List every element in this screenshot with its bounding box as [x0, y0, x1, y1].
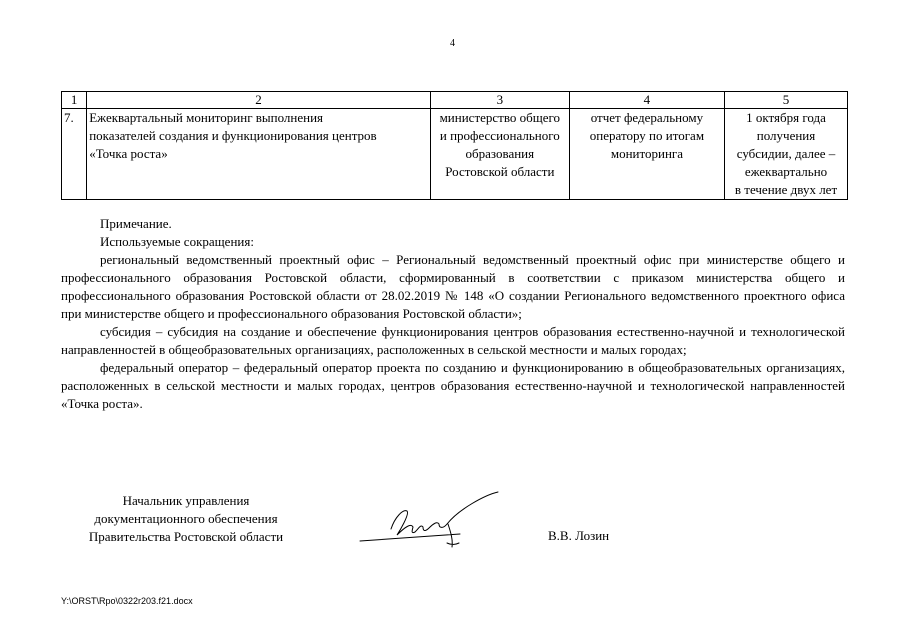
task-line: Ежеквартальный мониторинг выполнения	[89, 110, 324, 125]
note-definition: федеральный оператор – федеральный оператор проекта по созданию и функционированию в общеобразовательных организациях, расположенных в сельской местности и малых городах, центров образования естественно-научной и технологической направленностей «Точка роста».	[61, 360, 845, 411]
table-row	[62, 109, 848, 200]
responsible-line: и профессионального	[439, 128, 560, 143]
responsible-cell	[430, 109, 569, 200]
note-definition: региональный ведомственный проектный офис – Региональный ведомственный проектный офис при министерстве общего и профессионального образования Ростовской области, сформированный в соответствии с приказом министерства общего и профессионального образования Ростовской области от 28.02.2019 № 148 «О создании Регионального ведомственного проектного офиса при министерстве общего и профессионального образования Ростовской области»;	[61, 252, 845, 321]
deadline-cell	[725, 109, 848, 200]
signatory-title	[61, 492, 311, 546]
responsible-line: Ростовской области	[445, 164, 555, 179]
result-line: мониторинга	[610, 146, 684, 161]
signatory-title-line: Правительства Ростовской области	[88, 529, 284, 544]
task-line: показателей создания и функционирования центров	[89, 128, 377, 143]
row-number: 7.	[62, 109, 87, 200]
file-path: Y:\ORST\Rpo\0322r203.f21.docx	[61, 596, 193, 606]
header-cell-2: 2	[87, 92, 431, 109]
handwritten-signature	[355, 487, 510, 553]
task-cell	[87, 109, 431, 200]
deadline-line: получения	[756, 128, 816, 143]
header-cell-1: 1	[62, 92, 87, 109]
signatory-title-line: документационного обеспечения	[94, 511, 278, 526]
abbreviations-heading: Используемые сокращения:	[100, 234, 254, 249]
deadline-line: 1 октября года	[746, 110, 826, 125]
deadline-line: в течение двух лет	[734, 182, 838, 197]
note-definition: субсидия – субсидия на создание и обеспечение функционирования центров образования естественно-научной и технологической направленностей в общеобразовательных организациях, расположенных в сельской местности и малых городах;	[61, 324, 845, 357]
header-cell-3: 3	[430, 92, 569, 109]
signatory-title-line: Начальник управления	[122, 493, 250, 508]
signer-name: В.В. Лозин	[548, 528, 610, 543]
table-header-row	[62, 92, 848, 109]
result-cell	[569, 109, 724, 200]
responsible-line: образования	[465, 146, 535, 161]
result-line: оператору по итогам	[589, 128, 705, 143]
deadline-line: ежеквартально	[744, 164, 828, 179]
page-number: 4	[450, 38, 455, 49]
note-heading: Примечание.	[100, 216, 172, 231]
header-cell-4: 4	[569, 92, 724, 109]
deadline-line: субсидии, далее –	[736, 146, 836, 161]
header-cell-5: 5	[725, 92, 848, 109]
monitoring-table	[61, 91, 848, 200]
responsible-line: министерство общего	[439, 110, 561, 125]
task-line: «Точка роста»	[89, 146, 168, 161]
notes-section	[61, 215, 845, 413]
result-line: отчет федеральному	[590, 110, 704, 125]
